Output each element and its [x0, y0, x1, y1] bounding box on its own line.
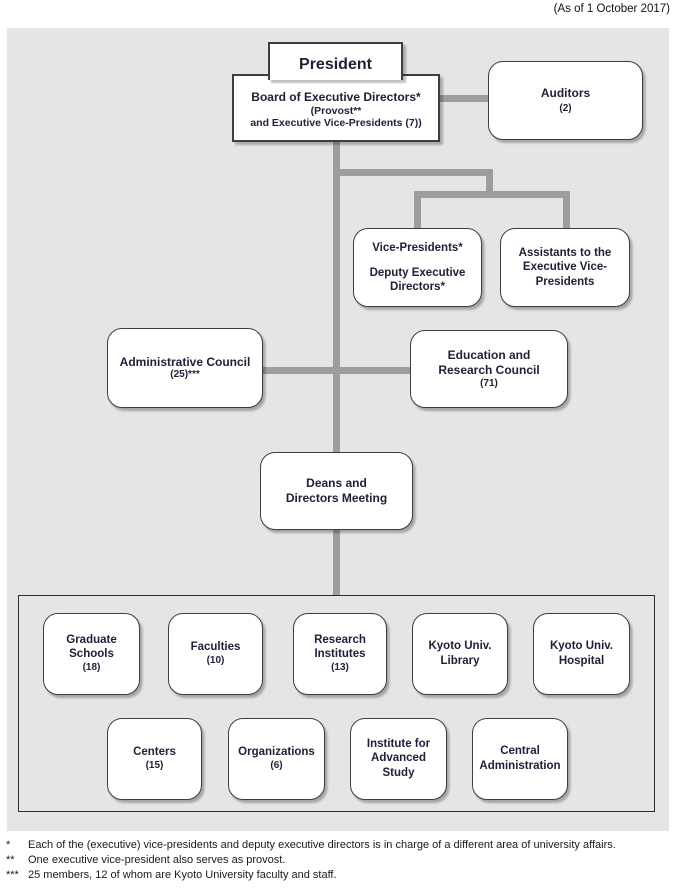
education-research-council-label: Education and Research Council: [438, 348, 540, 377]
footnote-2: [6, 853, 672, 868]
connector-councils: [263, 367, 410, 374]
unit-label: Research Institutes: [314, 634, 366, 661]
unit-label: Kyoto Univ. Library: [428, 640, 492, 667]
auditors-label: Auditors: [540, 85, 591, 100]
connector-vp-drop-left: [414, 195, 421, 228]
unit-label: Central Administration: [479, 745, 561, 772]
vice-presidents-box: [353, 228, 482, 307]
connector-vp-branch-upper: [336, 169, 493, 176]
footnote-marker: **: [6, 854, 15, 866]
unit-count: (15): [145, 760, 164, 772]
org-box-centers: [107, 718, 202, 800]
unit-label: Graduate Schools: [66, 634, 117, 661]
unit-label: Institute for Advanced Study: [366, 738, 431, 779]
assistants-label: Assistants to the Executive Vice-Presidents: [518, 247, 612, 288]
unit-label: Faculties: [190, 641, 241, 654]
board-provost-line: (Provost**: [310, 104, 362, 117]
org-chart-canvas: [7, 28, 669, 831]
footnote-text: Each of the (executive) vice-presidents and deputy executive directors is in charge of a different area of university affairs.: [28, 839, 616, 851]
administrative-council-count: (25)***: [170, 369, 200, 381]
deans-directors-meeting-label: Deans and Directors Meeting: [285, 476, 388, 505]
footnote-marker: ***: [6, 869, 19, 881]
unit-label: Organizations: [238, 746, 315, 759]
org-box-institute-for-advanced-study: [350, 718, 447, 800]
org-box-kyoto-univ-hospital: [533, 613, 630, 695]
administrative-council-box: [107, 328, 263, 408]
president-label: President: [299, 56, 372, 74]
deputy-executive-directors-label: Deputy Executive Directors*: [369, 266, 466, 293]
org-box-organizations: [228, 718, 325, 800]
org-box-central-administration: [472, 718, 568, 800]
administrative-council-label: Administrative Council: [119, 354, 251, 369]
auditors-count: (2): [559, 103, 572, 115]
vice-presidents-label: Vice-Presidents*: [372, 241, 463, 254]
unit-count: (18): [82, 662, 101, 674]
unit-label: Kyoto Univ. Hospital: [549, 640, 614, 667]
education-research-council-count: (71): [480, 377, 498, 389]
org-box-graduate-schools: [43, 613, 140, 695]
assistants-box: [500, 228, 630, 307]
footnote-marker: *: [6, 839, 11, 851]
board-title: Board of Executive Directors*: [251, 89, 421, 104]
president-box: [268, 42, 403, 80]
as-of-date-label: (As of 1 October 2017): [553, 3, 670, 15]
footnote-text: 25 members, 12 of whom are Kyoto University faculty and staff.: [28, 869, 337, 881]
education-research-council-box: [410, 330, 568, 408]
org-box-faculties: [168, 613, 263, 695]
footnote-text: One executive vice-president also serves as provost.: [28, 854, 286, 866]
auditors-box: [488, 61, 643, 140]
footnote-1: [6, 838, 672, 853]
board-of-executive-directors-box: [232, 74, 440, 142]
unit-label: Centers: [133, 746, 176, 759]
board-evp-line: and Executive Vice-Presidents (7)): [250, 117, 422, 130]
unit-count: (6): [270, 760, 283, 772]
connector-auditors: [438, 95, 490, 102]
deans-directors-meeting-box: [260, 452, 413, 530]
footnote-3: [6, 868, 672, 883]
footnotes: [6, 838, 672, 883]
org-box-research-institutes: [293, 613, 387, 695]
connector-vp-drop-right: [563, 195, 570, 228]
org-box-kyoto-univ-library: [412, 613, 508, 695]
unit-count: (13): [331, 662, 349, 674]
unit-count: (10): [206, 655, 225, 667]
connector-vp-branch-lower: [414, 191, 570, 198]
